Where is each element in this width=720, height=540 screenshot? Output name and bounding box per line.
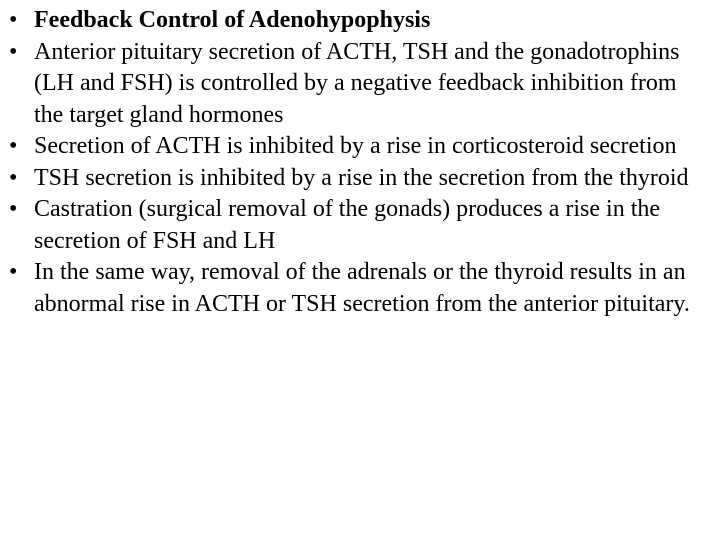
- bullet-item-acth: [9, 131, 705, 163]
- bullet-item-heading: [9, 5, 705, 37]
- bullet-text: Secretion of ACTH is inhibited by a rise in corticosteroid secretion: [34, 133, 677, 159]
- bullet-dot-icon: •: [9, 7, 18, 33]
- bullet-dot-icon: •: [9, 133, 18, 159]
- bullet-dot-icon: •: [9, 196, 18, 222]
- bullet-item-removal: [9, 257, 705, 320]
- bullet-text: TSH secretion is inhibited by a rise in the secretion from the thyroid: [34, 164, 689, 191]
- slide-heading: Feedback Control of Adenohypophysis: [34, 7, 431, 33]
- bullet-item-feedback: [9, 37, 705, 132]
- bullet-dot-icon: •: [9, 38, 18, 65]
- bullet-dot-icon: •: [9, 164, 18, 191]
- bullet-text: Castration (surgical removal of the gonads) produces a rise in the secretion of FSH and LH: [34, 196, 661, 254]
- bullet-list: [9, 5, 705, 320]
- bullet-text: In the same way, removal of the adrenals or the thyroid results in an abnormal rise in ACTH or TSH secretion from the anterior pituitary.: [34, 259, 690, 317]
- bullet-dot-icon: •: [9, 259, 18, 285]
- bullet-item-castration: [9, 194, 705, 257]
- bullet-text: Anterior pituitary secretion of ACTH, TSH and the gonadotrophins (LH and FSH) is controlled by a negative feedback inhibition from the target gland hormones: [34, 38, 680, 128]
- bullet-item-tsh: [9, 163, 705, 195]
